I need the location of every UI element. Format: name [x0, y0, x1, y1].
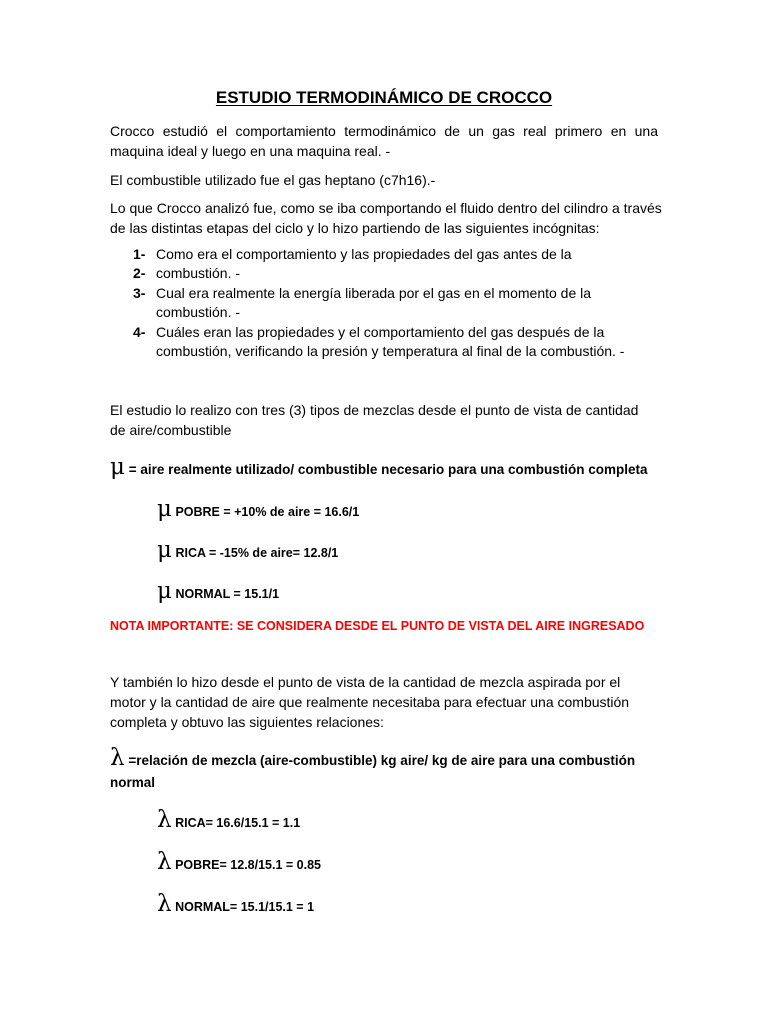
mu-definition-text: = aire realmente utilizado/ combustible necesario para una combustión completa [128, 462, 648, 477]
list-number: 3- [133, 284, 146, 301]
list-item [133, 245, 673, 264]
intro-paragraph [110, 121, 662, 161]
list-item-text: Cual era realmente la energía liberada por el gas en el momento de la [156, 284, 592, 301]
paragraph-line: El combustible utilizado fue el gas heptano (c7h16).- [110, 172, 436, 188]
lambda-symbol: λ [157, 849, 172, 875]
mu-case-normal [157, 578, 279, 607]
lambda-symbol: λ [157, 891, 172, 917]
mu-case-text: POBRE = +10% de aire = 16.6/1 [175, 505, 360, 519]
lambda-definition [110, 745, 635, 774]
lambda-definition-text: =relación de mezcla (aire-combustible) kg aire/ kg de aire para una combustión [128, 753, 636, 768]
list-number: 4- [133, 323, 146, 340]
mu-symbol: μ [157, 578, 172, 604]
mixtures-paragraph [110, 400, 662, 440]
list-item-text: combustión, verificando la presión y temperatura al final de la combustión. - [156, 343, 625, 360]
paragraph-line: de las distintas etapas del ciclo y lo hizo partiendo de las siguientes incógnitas: [110, 220, 600, 236]
lambda-symbol: λ [110, 745, 125, 771]
list-item [133, 323, 673, 362]
list-item [133, 264, 673, 283]
list-item-text: combustión. - [156, 304, 241, 321]
list-number: 2- [133, 265, 146, 282]
mu-case-rica [157, 537, 338, 566]
list-item-text: combustión. - [156, 265, 241, 282]
paragraph-line: de aire/combustible [110, 422, 232, 438]
list-number: 1- [133, 246, 146, 262]
mu-definition [110, 454, 648, 483]
list-item-text: Como era el comportamiento y las propiedades del gas antes de la [156, 246, 572, 262]
paragraph-line: completa y obtuvo las siguientes relaciones: [110, 714, 384, 730]
mu-symbol: μ [157, 496, 172, 522]
mu-case-text: RICA = -15% de aire= 12.8/1 [175, 546, 339, 560]
lambda-case-text: RICA= 16.6/15.1 = 1.1 [175, 816, 301, 830]
list-item [133, 284, 673, 323]
analysis-paragraph [110, 198, 662, 238]
paragraph-line: motor y la cantidad de aire que realmente necesitaba para efectuar una combustión [110, 694, 630, 710]
paragraph-line: Crocco estudió el comportamiento termodinámico de un gas real primero en una [110, 123, 658, 139]
mu-case-pobre [157, 496, 359, 525]
lambda-case-text: POBRE= 12.8/15.1 = 0.85 [175, 858, 321, 872]
lambda-definition-continuation: normal [110, 775, 156, 790]
lambda-case-text: NORMAL= 15.1/15.1 = 1 [175, 900, 315, 914]
paragraph-line: El estudio lo realizo con tres (3) tipos de mezclas desde el punto de vista de cantidad [110, 402, 639, 418]
mu-symbol: μ [110, 454, 125, 480]
lambda-symbol: λ [157, 807, 172, 833]
lambda-case-pobre [157, 849, 321, 878]
list-item-text: Cuáles eran las propiedades y el comportamiento del gas después de la [156, 323, 605, 340]
mu-case-text: NORMAL = 15.1/1 [175, 587, 280, 601]
paragraph-line: Y también lo hizo desde el punto de vista de la cantidad de mezcla aspirada por el [110, 674, 621, 690]
lambda-case-rica [157, 807, 300, 836]
fuel-paragraph [110, 170, 662, 190]
mu-symbol: μ [157, 537, 172, 563]
lambda-case-normal [157, 891, 314, 920]
document-title: ESTUDIO TERMODINÁMICO DE CROCCO [215, 88, 553, 107]
paragraph-line: maquina ideal y luego en una maquina real. - [110, 143, 391, 159]
paragraph-line: Lo que Crocco analizó fue, como se iba comportando el fluido dentro del cilindro a través [110, 200, 662, 216]
unknowns-list [133, 245, 673, 361]
relations-paragraph [110, 672, 662, 732]
important-note: NOTA IMPORTANTE: SE CONSIDERA DESDE EL PUNTO DE VISTA DEL AIRE INGRESADO [110, 619, 645, 633]
